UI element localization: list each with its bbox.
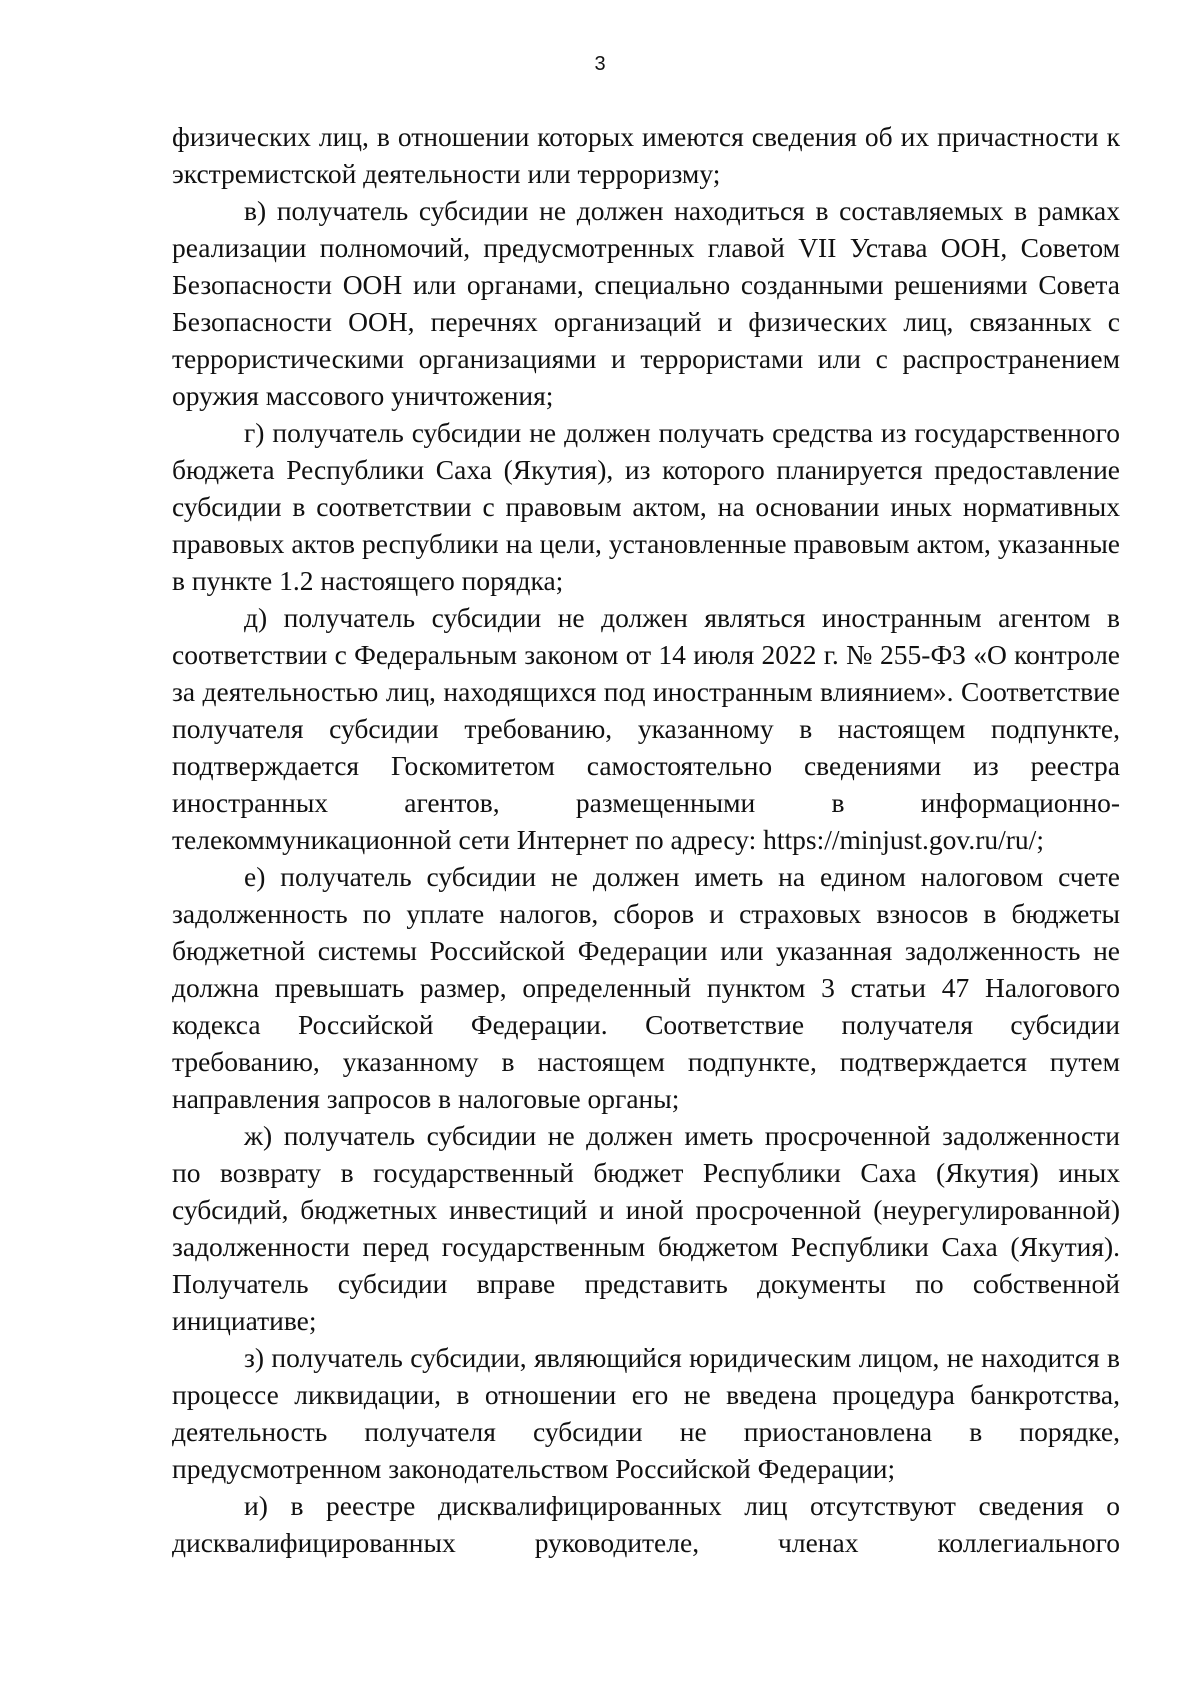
paragraph-item-e: е) получатель субсидии не должен иметь на едином налоговом счете задолженность по уплате налогов, сборов и страховых взносов в бюджеты бюджетной системы Российской Федерации или указанная задолженность не должна превышать размер, определенный пунктом 3 статьи 47 Налогового кодекса Российской Федерации. Соответствие получателя субсидии требованию, указанному в настоящем подпункте, подтверждается путем направления запросов в налоговые органы; <box>172 861 1120 1114</box>
paragraph-item-d: д) получатель субсидии не должен являться иностранным агентом в соответствии с Федеральным законом от 14 июля 2022 г. № 255-ФЗ «О контроле за деятельностью лиц, находящихся под иностранным влиянием». Соответствие получателя субсидии требованию, указанному в настоящем подпункте, подтверждается Госкомитетом самостоятельно сведениями из реестра иностранных агентов, размещенными в информационно-телекоммуникационной сети Интернет по адресу: https://minjust.gov.ru/ru/; <box>172 602 1120 855</box>
paragraph-continuation: физических лиц, в отношении которых имеются сведения об их причастности к экстремистской деятельности или терроризму; <box>172 121 1120 189</box>
paragraph-item-g: г) получатель субсидии не должен получать средства из государственного бюджета Республики Саха (Якутия), из которого планируется предоставление субсидии в соответствии с правовым актом, на основании иных нормативных правовых актов республики на цели, установленные правовым актом, указанные в пункте 1.2 настоящего порядка; <box>172 417 1120 596</box>
paragraph-item-v: в) получатель субсидии не должен находиться в составляемых в рамках реализации полномочий, предусмотренных главой VII Устава ООН, Советом Безопасности ООН или органами, специально созданными решениями Совета Безопасности ООН, перечнях организаций и физических лиц, связанных с террористическими организациями и террористами или с распространением оружия массового уничтожения; <box>172 195 1120 411</box>
document-body <box>172 118 1120 1561</box>
page-number: 3 <box>594 53 606 75</box>
paragraph-item-zh: ж) получатель субсидии не должен иметь просроченной задолженности по возврату в государственный бюджет Республики Саха (Якутия) иных субсидий, бюджетных инвестиций и иной просроченной (неурегулированной) задолженности перед государственным бюджетом Республики Саха (Якутия). Получатель субсидии вправе представить документы по собственной инициативе; <box>172 1120 1120 1336</box>
paragraph-item-i: и) в реестре дисквалифицированных лиц отсутствуют сведения о дисквалифицированных руководителе, членах коллегиального <box>172 1490 1120 1558</box>
paragraph-item-z: з) получатель субсидии, являющийся юридическим лицом, не находится в процессе ликвидации, в отношении его не введена процедура банкротства, деятельность получателя субсидии не приостановлена в порядке, предусмотренном законодательством Российской Федерации; <box>172 1342 1120 1484</box>
